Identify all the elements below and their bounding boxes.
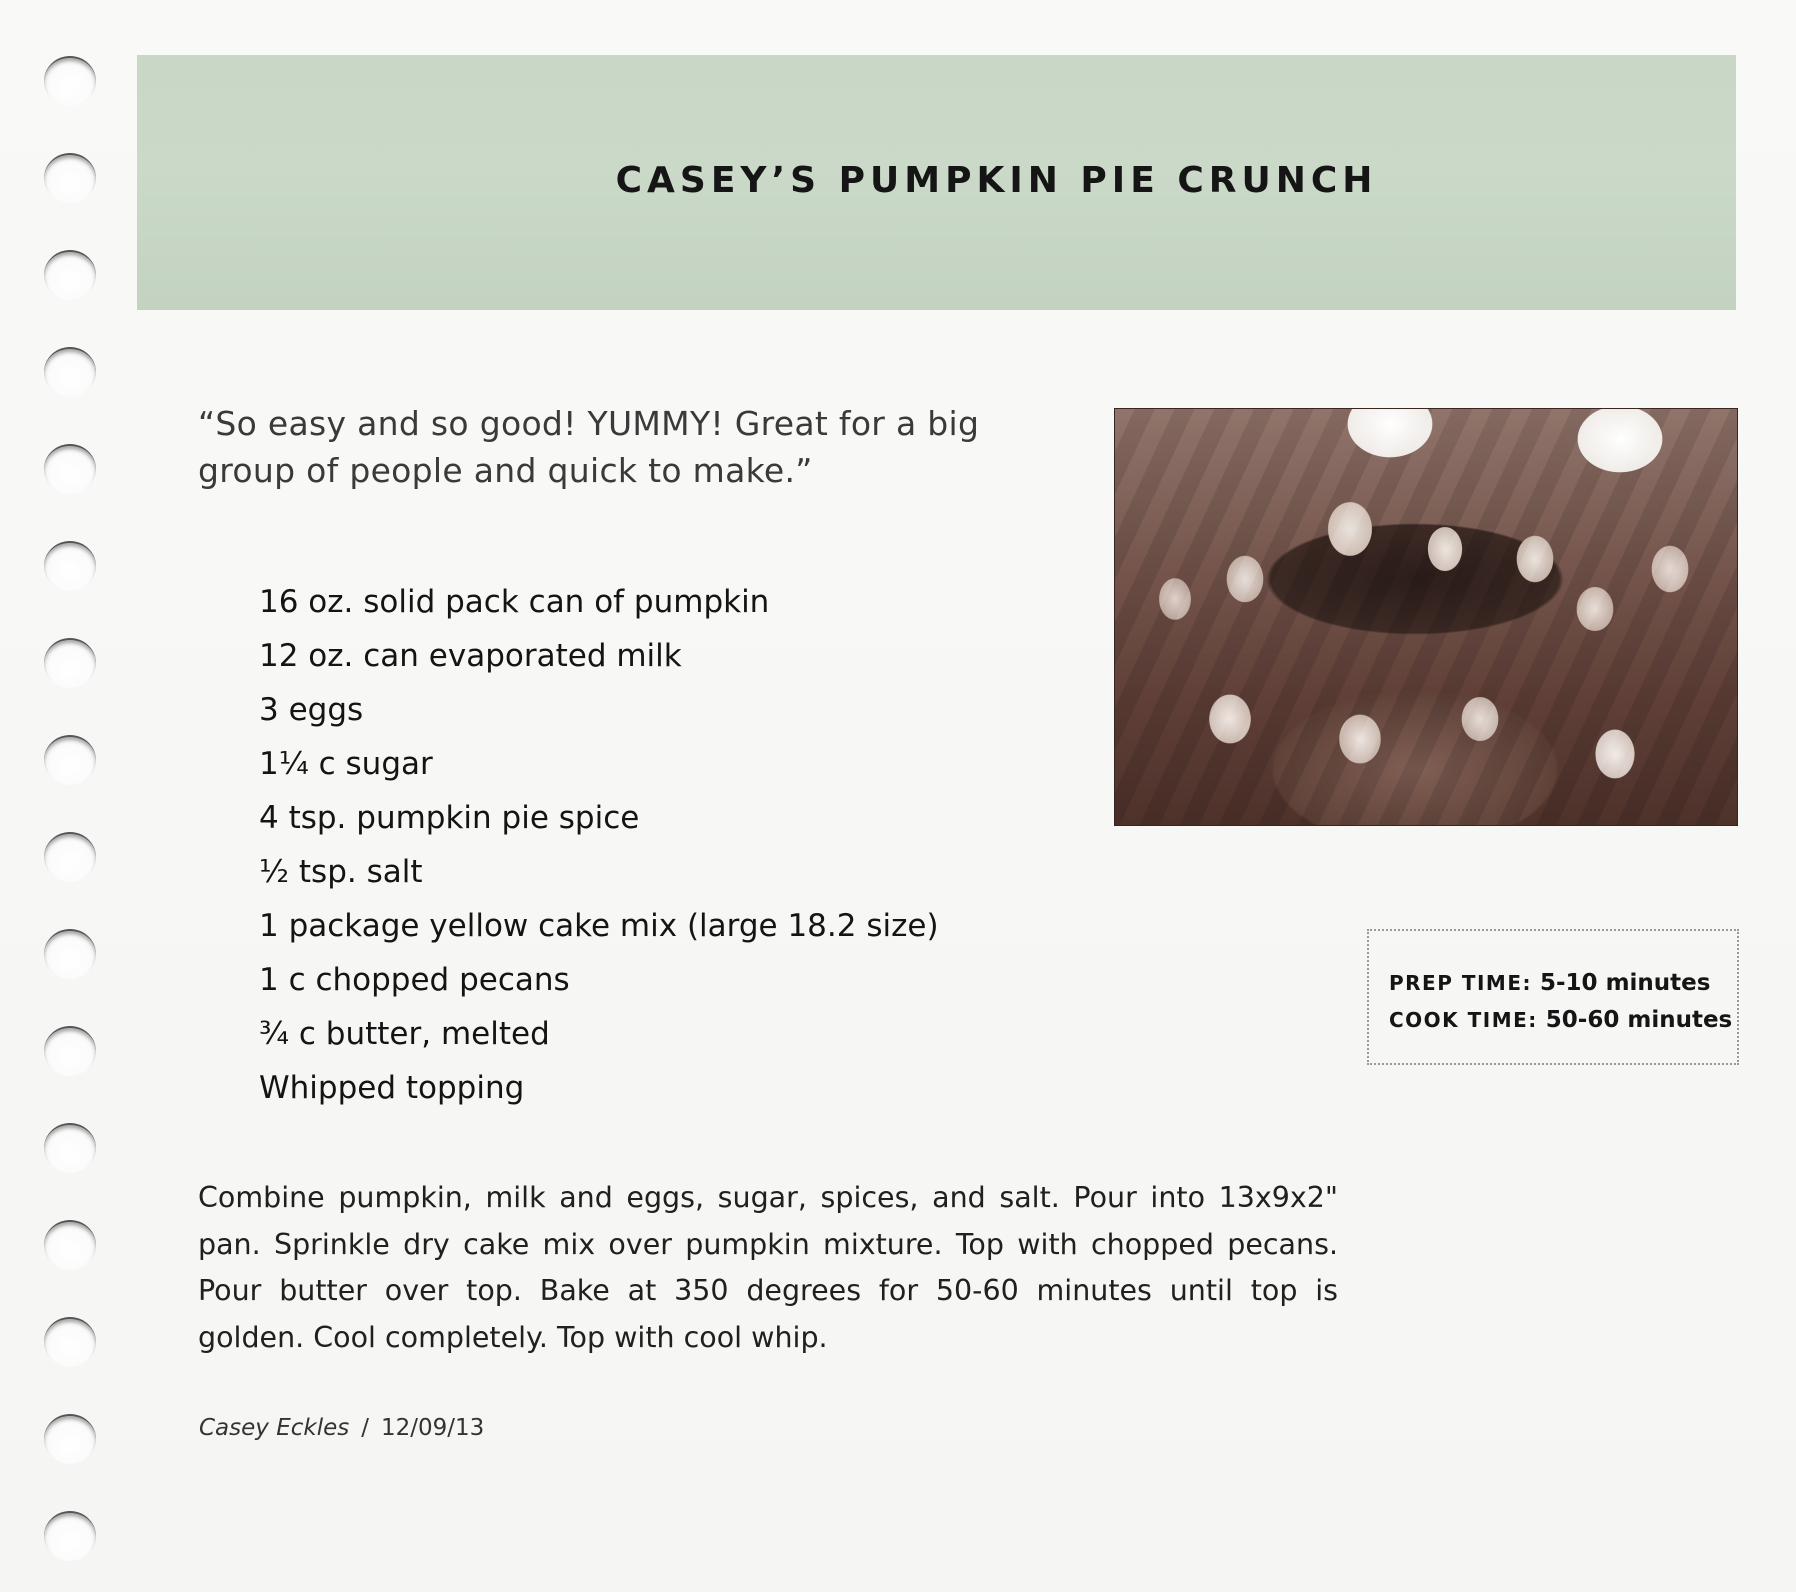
binder-hole xyxy=(44,444,96,494)
recipe-date: 12/09/13 xyxy=(380,1415,485,1441)
time-box xyxy=(1367,929,1739,1065)
ingredient-list xyxy=(259,575,939,1115)
ingredient-item: 16 oz. solid pack can of pumpkin xyxy=(259,584,770,620)
byline-separator: / xyxy=(361,1415,369,1441)
binder-hole xyxy=(44,1414,96,1464)
ingredient-item: 1 c chopped pecans xyxy=(259,962,570,998)
photo-texture xyxy=(1115,409,1737,825)
binder-hole xyxy=(44,1220,96,1270)
ingredient-item: ½ tsp. salt xyxy=(259,854,423,890)
ingredient-item: 4 tsp. pumpkin pie spice xyxy=(259,800,640,836)
ingredient-item: 12 oz. can evaporated milk xyxy=(259,638,682,674)
binder-hole xyxy=(44,1123,96,1173)
prep-time-value: 5-10 minutes xyxy=(1540,970,1711,996)
binder-hole xyxy=(44,1026,96,1076)
ingredient-item: 1¼ c sugar xyxy=(259,746,433,782)
binder-hole xyxy=(44,1511,96,1561)
quote-line: “So easy and so good! YUMMY! Great for a big xyxy=(198,404,980,443)
ingredient-item: 3 eggs xyxy=(259,692,364,728)
binder-hole xyxy=(44,250,96,300)
binder-hole xyxy=(44,56,96,106)
binder-hole xyxy=(44,929,96,979)
binder-hole xyxy=(44,153,96,203)
recipe-directions: Combine pumpkin, milk and eggs, sugar, spices, and salt. Pour into 13x9x2" pan. Sprinkle dry cake mix over pumpkin mixture. Top with chopped pecans. Pour butter over top. Bake at 350 degrees for 50-60 minutes until top is golden. Cool completely. Top with cool whip. xyxy=(198,1181,1338,1354)
ingredient-item: Whipped topping xyxy=(259,1070,525,1106)
cook-time-label: COOK TIME: xyxy=(1389,1008,1538,1032)
family-photo xyxy=(1114,408,1738,826)
recipe-quote xyxy=(198,400,998,494)
cook-time-value: 50-60 minutes xyxy=(1545,1007,1733,1033)
ingredient-item: 1 package yellow cake mix (large 18.2 size) xyxy=(259,908,939,944)
binder-hole xyxy=(44,541,96,591)
prep-time-row xyxy=(1389,965,1737,1002)
recipe-title: CASEY’S PUMPKIN PIE CRUNCH xyxy=(615,160,1378,201)
byline xyxy=(199,1415,484,1441)
ingredient-item: ¾ c butter, melted xyxy=(259,1016,550,1052)
prep-time-label: PREP TIME: xyxy=(1389,971,1532,995)
binder-hole xyxy=(44,832,96,882)
binder-holes xyxy=(44,56,100,1556)
cook-time-row xyxy=(1389,1002,1737,1039)
quote-line: group of people and quick to make.” xyxy=(198,451,813,490)
author-name: Casey Eckles xyxy=(199,1415,350,1441)
binder-hole xyxy=(44,638,96,688)
binder-hole xyxy=(44,347,96,397)
binder-hole xyxy=(44,1317,96,1367)
binder-hole xyxy=(44,735,96,785)
